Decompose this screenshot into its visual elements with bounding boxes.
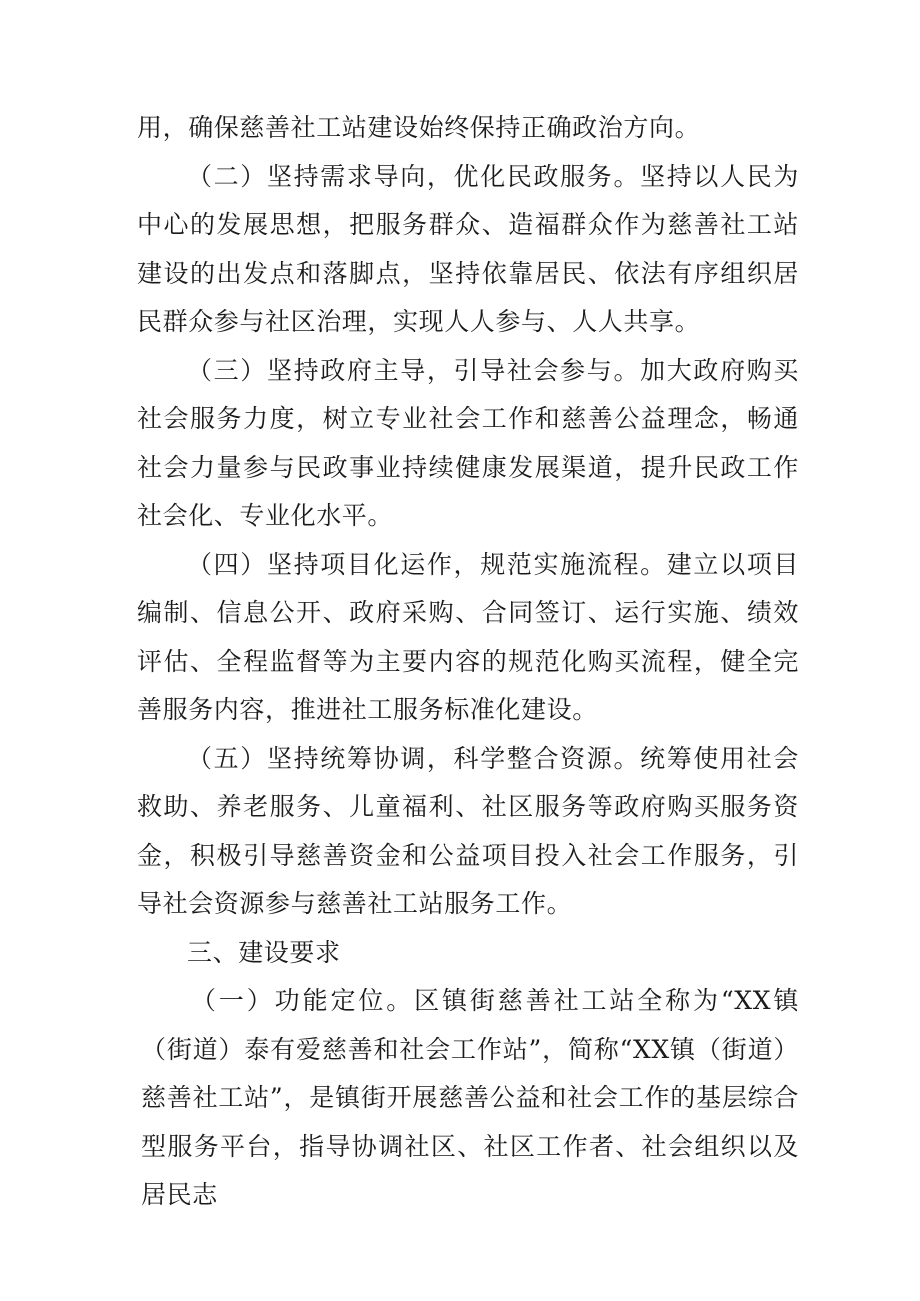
paragraph-project-operation: （四）坚持项目化运作，规范实施流程。建立以项目编制、信息公开、政府采购、合同签订、运行实施、绩效评估、全程监督等为主要内容的规范化购买流程，健全完善服务内容，推进社工服务标准化建设。: [137, 549, 799, 724]
document-body: [137, 104, 799, 1220]
section-heading: 三、建设要求: [187, 937, 341, 967]
paragraph-government-led: （三）坚持政府主导，引导社会参与。加大政府购买社会服务力度，树立专业社会工作和慈善公益理念，畅通社会力量参与民政事业持续健康发展渠道，提升民政工作社会化、专业化水平。: [137, 355, 799, 530]
paragraph-demand-oriented: （二）坚持需求导向，优化民政服务。坚持以人民为中心的发展思想，把服务群众、造福群众作为慈善社工站建设的出发点和落脚点，坚持依靠居民、依法有序组织居民群众参与社区治理，实现人人参与、人人共享。: [137, 161, 799, 336]
continuation-paragraph: 用，确保慈善社工站建设始终保持正确政治方向。: [137, 113, 701, 142]
paragraph-coordination: （五）坚持统筹协调，科学整合资源。统筹使用社会救助、养老服务、儿童福利、社区服务等政府购买服务资金，积极引导慈善资金和公益项目投入社会工作服务，引导社会资源参与慈善社工站服务工作。: [137, 743, 799, 918]
paragraph-function-positioning: （一）功能定位。区镇街慈善社工站全称为“XX镇（街道）泰有爱慈善和社会工作站”，简称“XX镇（街道）慈善社工站”，是镇街开展慈善公益和社会工作的基层综合型服务平台，指导协调社区、社区工作者、社会组织以及居民志: [141, 986, 799, 1209]
